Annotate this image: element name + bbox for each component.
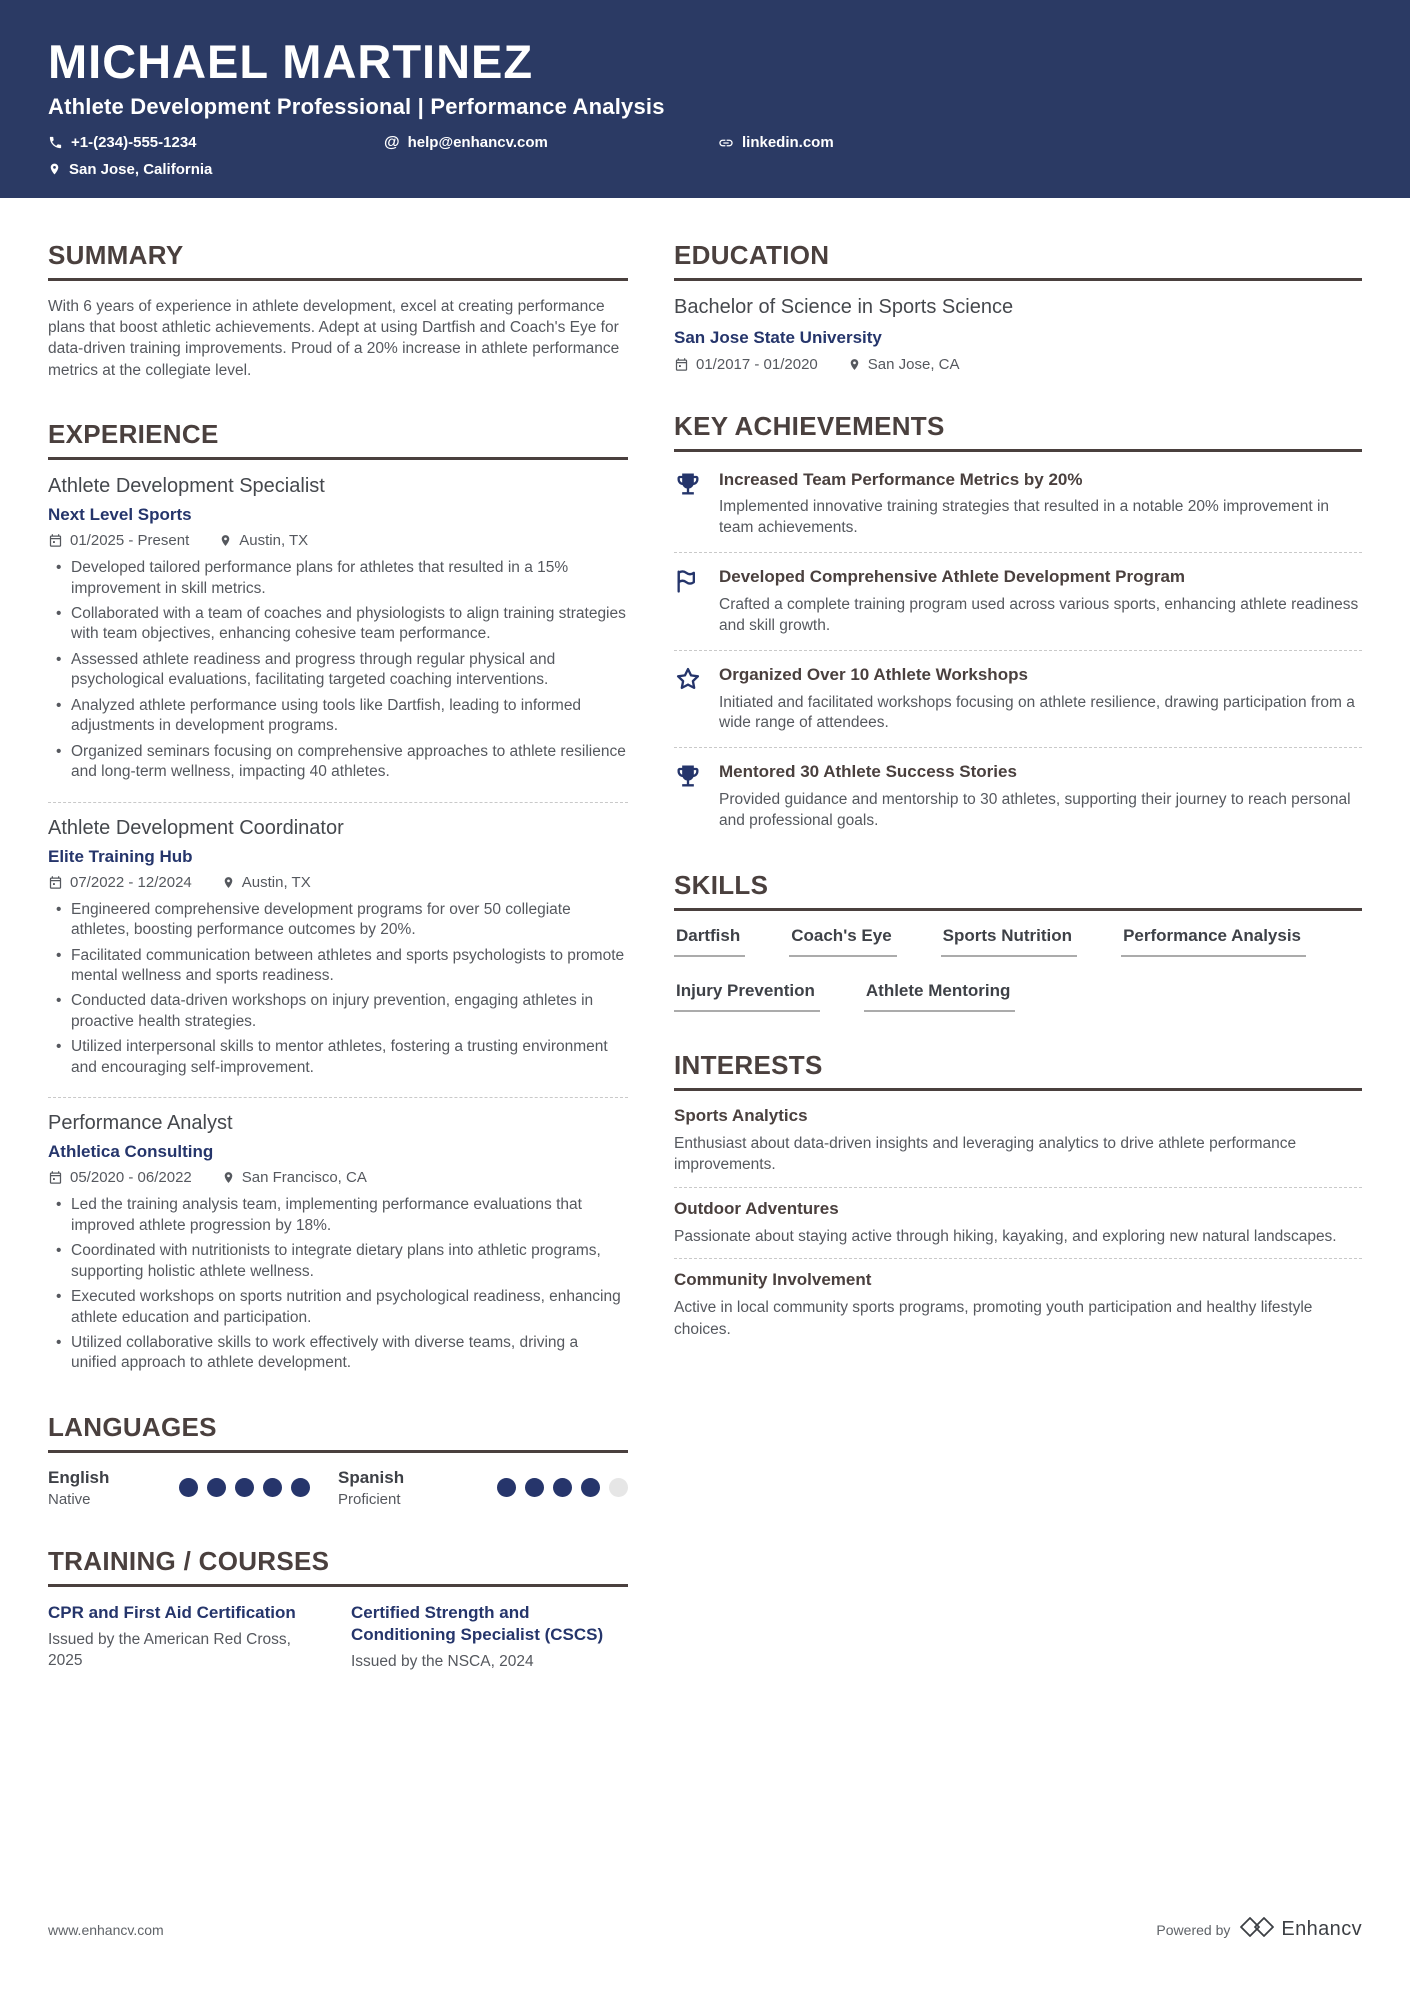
achievement-title: Developed Comprehensive Athlete Development Program — [719, 567, 1186, 587]
powered-by-label: Powered by — [1156, 1921, 1231, 1938]
phone-text: +1-(234)-555-1234 — [71, 134, 197, 152]
training-heading: TRAINING / COURSES — [48, 1546, 628, 1587]
location-text: San Jose, California — [69, 160, 213, 178]
level-dot — [179, 1478, 198, 1497]
job-location: Austin, TX — [222, 874, 311, 891]
course-item — [351, 1602, 628, 1673]
languages-heading: LANGUAGES — [48, 1412, 628, 1453]
body-columns — [0, 198, 1410, 1711]
footer — [48, 1916, 1362, 1943]
flag-icon — [674, 566, 704, 637]
job-company: Next Level Sports — [48, 505, 192, 525]
language-item — [338, 1468, 628, 1508]
location-pin-icon — [848, 357, 861, 372]
education-dates: 01/2017 - 01/2020 — [674, 356, 818, 373]
level-dot — [497, 1478, 516, 1497]
level-dot — [263, 1478, 282, 1497]
job-bullets — [48, 900, 628, 1079]
level-dot — [553, 1478, 572, 1497]
job-meta — [48, 1169, 628, 1186]
achievements-heading: KEY ACHIEVEMENTS — [674, 411, 1362, 452]
trophy-icon — [674, 761, 704, 832]
level-dot — [525, 1478, 544, 1497]
skills-heading: SKILLS — [674, 870, 1362, 911]
course-issuer: Issued by the American Red Cross, 2025 — [48, 1631, 291, 1669]
job-entry — [48, 1112, 628, 1374]
job-entry — [48, 817, 628, 1099]
languages-list — [48, 1468, 628, 1508]
email-link[interactable] — [384, 134, 718, 152]
enhancv-logo — [1240, 1916, 1362, 1943]
job-title: Athlete Development Coordinator — [48, 816, 344, 839]
job-meta — [48, 874, 628, 891]
school: San Jose State University — [674, 327, 882, 347]
job-bullets — [48, 558, 628, 783]
interest-item — [674, 1106, 1362, 1188]
achievement-title: Organized Over 10 Athlete Workshops — [719, 664, 1028, 684]
job-bullet: • Engineered comprehensive development programs for over 50 collegiate athletes, boosting performance outcomes by 20%. — [56, 900, 628, 941]
languages-section — [48, 1412, 628, 1508]
powered-by — [1156, 1916, 1362, 1943]
degree: Bachelor of Science in Sports Science — [674, 295, 1014, 318]
skill-item: Performance Analysis — [1121, 926, 1306, 957]
language-labels — [338, 1468, 404, 1508]
skill-item: Dartfish — [674, 926, 745, 957]
education-location: San Jose, CA — [848, 356, 960, 373]
job-bullet: • Coordinated with nutritionists to integrate dietary plans into athletic programs, supporting holistic athlete wellness. — [56, 1241, 628, 1282]
link-icon — [718, 135, 734, 151]
location-pin-icon — [222, 1170, 235, 1185]
email-text: help@enhancv.com — [407, 134, 548, 152]
job-dates: 01/2025 - Present — [48, 532, 189, 549]
language-name: English — [48, 1467, 110, 1487]
location-pin-icon — [222, 875, 235, 890]
interest-title: Community Involvement — [674, 1270, 872, 1290]
education-section — [674, 240, 1362, 373]
level-dot — [235, 1478, 254, 1497]
header — [0, 0, 1410, 198]
job-bullets — [48, 1195, 628, 1374]
job-title: Athlete Development Specialist — [48, 475, 325, 498]
job-location: Austin, TX — [219, 532, 308, 549]
training-section — [48, 1546, 628, 1673]
person-title: Athlete Development Professional | Performance Analysis — [48, 93, 665, 119]
level-dot — [581, 1478, 600, 1497]
course-issuer: Issued by the NSCA, 2024 — [351, 1653, 534, 1671]
at-icon: @ — [384, 133, 400, 151]
enhancv-brand-text: Enhancv — [1281, 1918, 1362, 1940]
skill-item: Athlete Mentoring — [864, 981, 1016, 1012]
language-labels — [48, 1468, 109, 1508]
star-icon — [674, 664, 704, 735]
job-dates: 05/2020 - 06/2022 — [48, 1169, 192, 1186]
job-bullet: • Analyzed athlete performance using tools like Dartfish, leading to informed adjustments in development programs. — [56, 696, 628, 737]
achievement-item — [674, 748, 1362, 832]
interests-section — [674, 1050, 1362, 1351]
interest-item — [674, 1188, 1362, 1259]
level-dot — [207, 1478, 226, 1497]
interest-text: Active in local community sports programs, promoting youth participation and healthy lifestyle choices. — [674, 1299, 1313, 1338]
summary-section — [48, 240, 628, 382]
training-list — [48, 1602, 628, 1673]
job-bullet: • Collaborated with a team of coaches and physiologists to align training strategies with team objectives, enhancing cohesive team performance. — [56, 604, 628, 645]
calendar-icon — [674, 357, 689, 372]
skill-item: Sports Nutrition — [941, 926, 1077, 957]
location-row — [48, 161, 1362, 178]
skill-item: Injury Prevention — [674, 981, 820, 1012]
job-bullet: • Utilized interpersonal skills to mentor athletes, fostering a trusting environment and encouraging self-improvement. — [56, 1037, 628, 1078]
interest-item — [674, 1259, 1362, 1351]
job-bullet: • Organized seminars focusing on comprehensive approaches to athlete resilience and long-term wellness, impacting 40 athletes. — [56, 742, 628, 783]
enhancv-mark-icon — [1240, 1916, 1274, 1943]
achievement-body — [719, 566, 1362, 637]
job-dates: 07/2022 - 12/2024 — [48, 874, 192, 891]
job-bullet: • Utilized collaborative skills to work effectively with diverse teams, driving a unified approach to athlete development. — [56, 1333, 628, 1374]
achievement-text: Provided guidance and mentorship to 30 athletes, supporting their journey to reach personal and professional goals. — [719, 791, 1351, 830]
job-company: Athletica Consulting — [48, 1142, 214, 1162]
interests-heading: INTERESTS — [674, 1050, 1362, 1091]
job-meta — [48, 532, 628, 549]
achievement-title: Increased Team Performance Metrics by 20% — [719, 469, 1083, 489]
left-column — [48, 240, 628, 1711]
job-bullet: • Developed tailored performance plans for athletes that resulted in a 15% improvement in skill metrics. — [56, 558, 628, 599]
skills-section — [674, 870, 1362, 1012]
achievement-text: Implemented innovative training strategies that resulted in a notable 20% improvement in team achievements. — [719, 498, 1330, 537]
header-location — [48, 161, 212, 178]
phone-icon — [48, 135, 63, 150]
language-dots — [179, 1478, 310, 1497]
course-title: CPR and First Aid Certification — [48, 1602, 296, 1622]
linkedin-link[interactable] — [718, 134, 834, 151]
experience-heading: EXPERIENCE — [48, 419, 628, 460]
achievement-text: Crafted a complete training program used across various sports, enhancing athlete readiness and skill growth. — [719, 595, 1359, 634]
level-dot — [609, 1478, 628, 1497]
experience-section — [48, 419, 628, 1374]
person-name: MICHAEL MARTINEZ — [48, 35, 534, 88]
language-item — [48, 1468, 338, 1508]
achievement-text: Initiated and facilitated workshops focusing on athlete resilience, drawing participation from a wide range of attendees. — [719, 693, 1355, 732]
calendar-icon — [48, 1170, 63, 1185]
calendar-icon — [48, 533, 63, 548]
language-level: Native — [48, 1490, 91, 1508]
summary-text: With 6 years of experience in athlete development, excel at creating performance plans that boost athletic achievements. Adept at using Dartfish and Coach's Eye for data-driven training improvements. Proud of a 20% increase in athlete performance metrics at the collegiate level. — [48, 297, 620, 379]
job-bullet: • Executed workshops on sports nutrition and psychological readiness, enhancing athlete education and participation. — [56, 1287, 628, 1328]
language-dots — [497, 1478, 628, 1497]
phone-link[interactable] — [48, 134, 384, 151]
language-level: Proficient — [338, 1490, 401, 1508]
achievement-item — [674, 553, 1362, 651]
skills-list — [674, 926, 1362, 1012]
interest-title: Sports Analytics — [674, 1106, 808, 1125]
job-company: Elite Training Hub — [48, 846, 193, 866]
interest-text: Passionate about staying active through hiking, kayaking, and exploring new natural landscapes. — [674, 1227, 1337, 1245]
course-title: Certified Strength and Conditioning Specialist (CSCS) — [351, 1602, 604, 1644]
job-bullet: • Conducted data-driven workshops on injury prevention, engaging athletes in proactive health strategies. — [56, 991, 628, 1032]
summary-heading: SUMMARY — [48, 240, 628, 281]
job-bullet: • Assessed athlete readiness and progress through regular physical and psychological evaluations, facilitating targeted coaching interventions. — [56, 650, 628, 691]
interest-text: Enthusiast about data-driven insights and leveraging analytics to drive athlete performance improvements. — [674, 1135, 1297, 1174]
education-heading: EDUCATION — [674, 240, 1362, 281]
achievement-body — [719, 469, 1362, 540]
achievement-body — [719, 761, 1362, 832]
contact-row — [48, 134, 1362, 152]
job-title: Performance Analyst — [48, 1112, 233, 1135]
achievement-item — [674, 651, 1362, 749]
calendar-icon — [48, 875, 63, 890]
course-item — [48, 1602, 325, 1673]
skill-item: Coach's Eye — [789, 926, 896, 957]
location-pin-icon — [48, 161, 61, 177]
achievements-section — [674, 411, 1362, 832]
job-entry — [48, 475, 628, 803]
interest-title: Outdoor Adventures — [674, 1198, 839, 1218]
job-location: San Francisco, CA — [222, 1169, 367, 1186]
location-pin-icon — [219, 533, 232, 548]
achievement-item — [674, 467, 1362, 554]
right-column — [674, 240, 1362, 1711]
trophy-icon — [674, 469, 704, 540]
education-meta — [674, 356, 1362, 373]
achievement-body — [719, 664, 1362, 735]
linkedin-text: linkedin.com — [742, 134, 834, 152]
footer-site-link[interactable]: www.enhancv.com — [48, 1921, 164, 1938]
job-bullet: • Facilitated communication between athletes and sports psychologists to promote mental wellness and sports readiness. — [56, 946, 628, 987]
language-name: Spanish — [338, 1467, 405, 1487]
level-dot — [291, 1478, 310, 1497]
job-bullet: • Led the training analysis team, implementing performance evaluations that improved athlete progression by 18%. — [56, 1195, 628, 1236]
achievement-title: Mentored 30 Athlete Success Stories — [719, 762, 1017, 782]
